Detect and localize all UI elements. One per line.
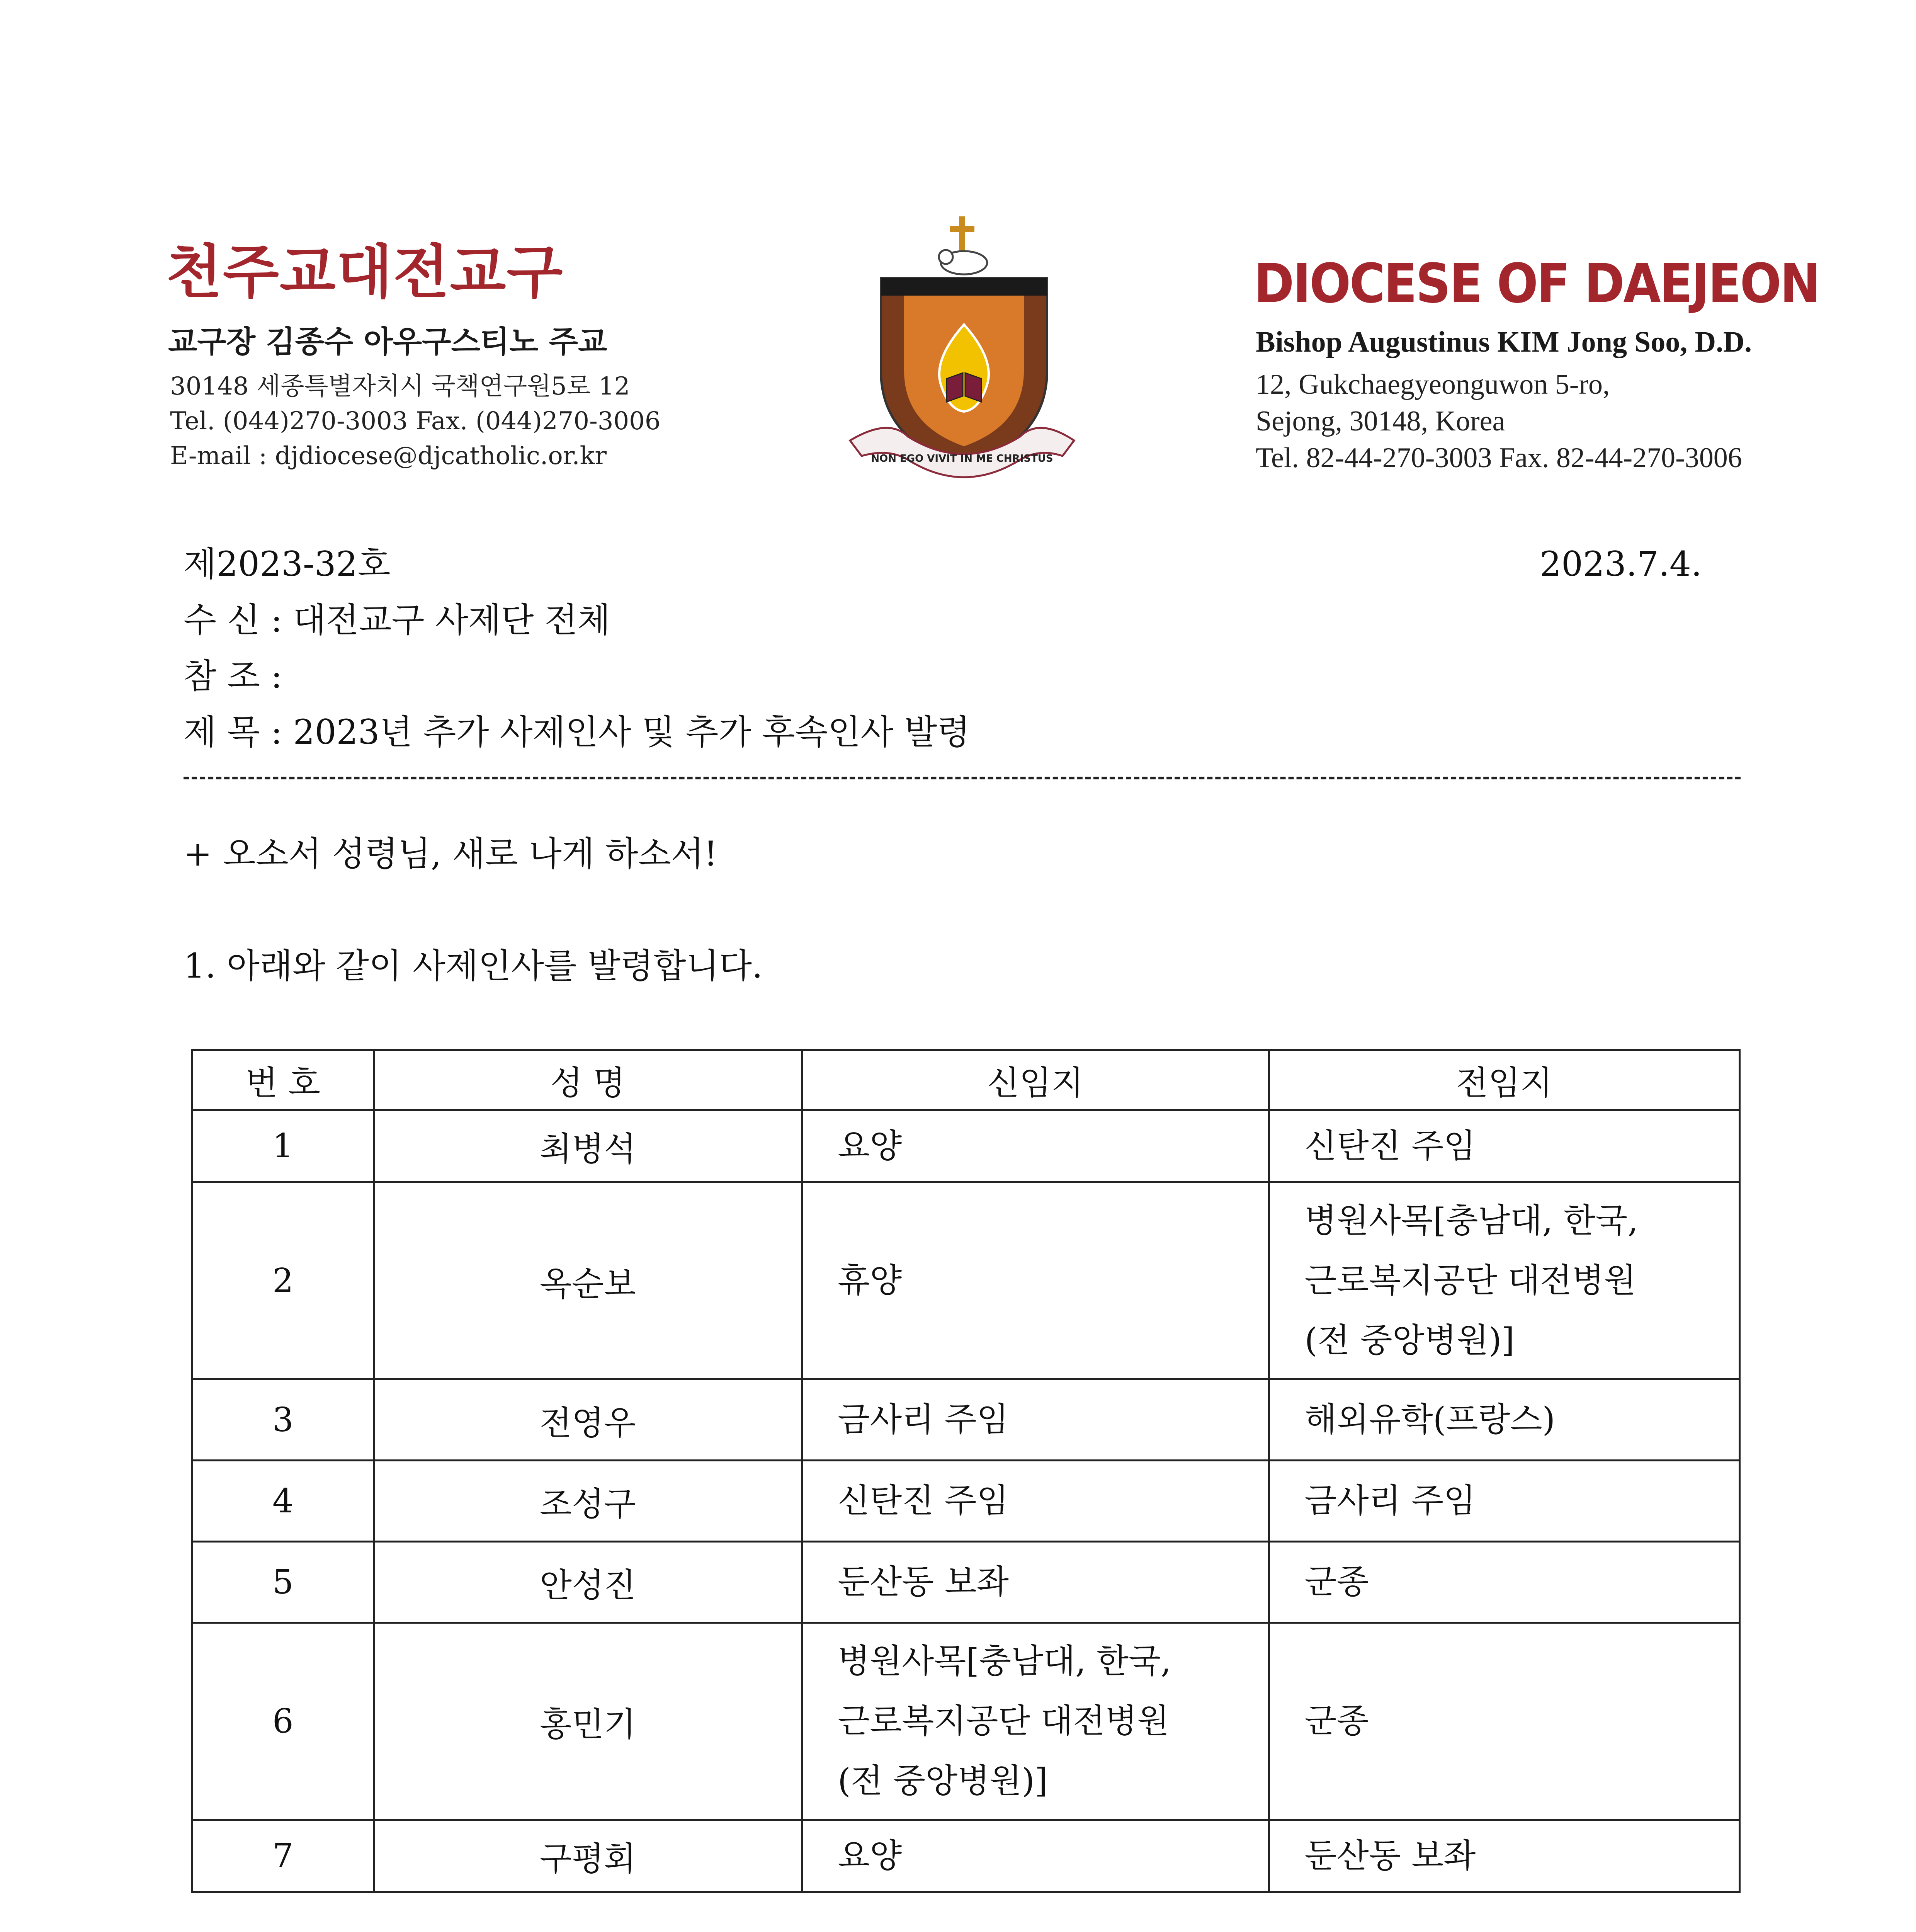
email-korean: E-mail : djdiocese@djcatholic.or.kr <box>170 442 607 470</box>
row-number: 5 <box>192 1542 374 1623</box>
row-name: 전영우 <box>374 1379 802 1461</box>
row-name: 최병석 <box>374 1110 802 1182</box>
row-number: 7 <box>192 1820 374 1892</box>
row-new-post: 둔산동 보좌 <box>802 1542 1269 1623</box>
row-previous-post: 금사리 주임 <box>1269 1461 1739 1542</box>
row-number: 3 <box>192 1379 374 1461</box>
row-previous-post: 신탄진 주임 <box>1269 1110 1739 1182</box>
row-previous-post: 병원사목[충남대, 한국, 근로복지공단 대전병원 (전 중앙병원)] <box>1269 1182 1739 1379</box>
table-row <box>192 1110 1740 1182</box>
row-new-post: 병원사목[충남대, 한국, 근로복지공단 대전병원 (전 중앙병원)] <box>802 1623 1269 1820</box>
header-previous-post: 전임지 <box>1269 1050 1739 1110</box>
org-name-korean: 천주교대전교구 <box>166 239 564 306</box>
row-number: 2 <box>192 1182 374 1379</box>
table-row <box>192 1182 1740 1379</box>
row-name: 홍민기 <box>374 1623 802 1820</box>
row-name: 안성진 <box>374 1542 802 1623</box>
row-previous-post: 군종 <box>1269 1623 1739 1820</box>
appointment-table <box>191 1049 1741 1893</box>
document-date: 2023.7.4. <box>1540 544 1702 584</box>
row-previous-post: 군종 <box>1269 1542 1739 1623</box>
address-english-line2: Sejong, 30148, Korea <box>1256 405 1505 437</box>
recipient-line: 수 신 : 대전교구 사제단 전체 <box>184 600 610 640</box>
diocese-coat-of-arms-icon <box>842 209 1082 487</box>
header-number: 번 호 <box>192 1050 374 1110</box>
reference-line: 참 조 : <box>184 656 282 696</box>
row-new-post: 금사리 주임 <box>802 1379 1269 1461</box>
row-name: 조성구 <box>374 1461 802 1542</box>
row-number: 1 <box>192 1110 374 1182</box>
table-row <box>192 1461 1740 1542</box>
row-previous-post: 해외유학(프랑스) <box>1269 1379 1739 1461</box>
table-row <box>192 1379 1740 1461</box>
tel-fax-korean: Tel. (044)270-3003 Fax. (044)270-3006 <box>170 407 661 435</box>
intro-line: 1. 아래와 같이 사제인사를 발령합니다. <box>184 946 763 986</box>
tel-fax-english: Tel. 82-44-270-3003 Fax. 82-44-270-3006 <box>1256 442 1742 474</box>
separator-line <box>184 777 1741 779</box>
row-name: 옥순보 <box>374 1182 802 1379</box>
row-new-post: 휴양 <box>802 1182 1269 1379</box>
row-number: 4 <box>192 1461 374 1542</box>
emblem-motto: NON EGO VIVIT IN ME CHRISTUS <box>871 453 1053 464</box>
org-name-english: DIOCESE OF DAEJEON <box>1254 252 1819 315</box>
address-english-line1: 12, Gukchaegyeonguwon 5-ro, <box>1256 369 1610 400</box>
bishop-name-korean: 교구장 김종수 아우구스티노 주교 <box>168 325 607 359</box>
row-new-post: 신탄진 주임 <box>802 1461 1269 1542</box>
row-new-post: 요양 <box>802 1820 1269 1892</box>
row-new-post: 요양 <box>802 1110 1269 1182</box>
subject-line: 제 목 : 2023년 추가 사제인사 및 추가 후속인사 발령 <box>184 712 970 752</box>
table-row <box>192 1542 1740 1623</box>
greeting: + 오소서 성령님, 새로 나게 하소서! <box>184 834 718 874</box>
table-row <box>192 1820 1740 1892</box>
row-number: 6 <box>192 1623 374 1820</box>
header-new-post: 신임지 <box>802 1050 1269 1110</box>
bishop-name-english: Bishop Augustinus KIM Jong Soo, D.D. <box>1256 326 1752 358</box>
header-name: 성 명 <box>374 1050 802 1110</box>
row-name: 구평회 <box>374 1820 802 1892</box>
row-previous-post: 둔산동 보좌 <box>1269 1820 1739 1892</box>
document-number: 제2023-32호 <box>184 544 391 584</box>
table-row <box>192 1623 1740 1820</box>
address-korean: 30148 세종특별자치시 국책연구원5로 12 <box>170 372 630 401</box>
table-header-row <box>192 1050 1740 1110</box>
